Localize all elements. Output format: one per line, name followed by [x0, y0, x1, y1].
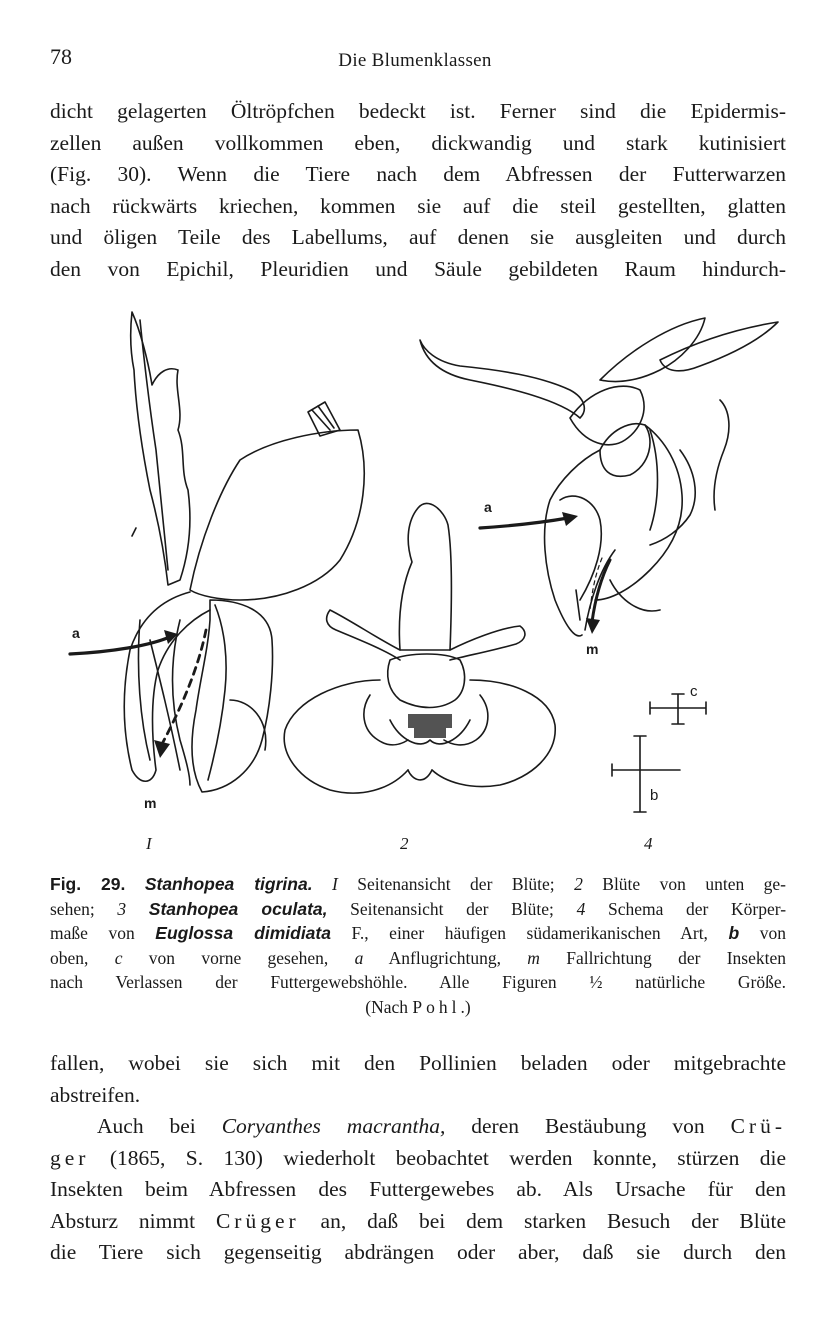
label-m-fig1: m: [144, 795, 157, 811]
label-c: c: [690, 683, 698, 700]
text-line: fallen, wobei sie sich mit den Pollinien beladen oder mitgebrachte: [50, 1051, 786, 1075]
arrow-a-fig1: [70, 636, 172, 654]
paragraph-mid: [50, 1048, 786, 1111]
species-name: Coryanthes macrantha,: [221, 1114, 446, 1138]
caption-text: von vorne gesehen,: [122, 947, 329, 968]
text-run: deren Bestäubung von: [445, 1114, 705, 1138]
text-line: den von Epichil, Pleuridien und Säule gebildeten Raum hindurch-: [50, 256, 786, 281]
caption-text: oben,: [50, 947, 89, 968]
text-run: (1865, S. 130) wiederholt beobachtet werden konnte, stürzen die: [89, 1145, 786, 1170]
caption-letter: b: [728, 923, 740, 943]
caption-line: [50, 995, 786, 1020]
orchid-figure: [40, 300, 800, 860]
text-line: [50, 1206, 786, 1238]
label-a-fig3: a: [484, 499, 492, 515]
caption-text: Blüte von unten ge-: [582, 874, 787, 894]
text-line: [50, 1143, 786, 1175]
caption-panel-num: 4: [576, 898, 586, 919]
caption-line: nach Verlassen der Futtergewebshöhle. Alle Figuren ½ natürliche Größe.: [50, 972, 786, 992]
figure-caption: [50, 872, 786, 1019]
text-run: an, daß bei dem starken Besuch der Blüte: [299, 1208, 787, 1233]
panel-label-2: 2: [400, 834, 409, 853]
caption-panel-num: 2: [574, 874, 583, 894]
caption-letter: m: [527, 947, 540, 968]
paragraph-top: [50, 96, 786, 285]
flower-side-view-1: [124, 312, 364, 792]
caption-text: Seitenansicht der Blüte;: [337, 874, 555, 894]
arrow-a-fig3: [480, 518, 568, 528]
caption-species: Stanhopea tigrina.: [144, 874, 313, 894]
text-line: zellen außen vollkommen eben, dickwandig und stark kutinisiert: [50, 130, 786, 155]
caption-species: Stanhopea oculata,: [148, 898, 328, 919]
caption-text: Seitenansicht der Blüte;: [327, 898, 554, 919]
text-line: [50, 1111, 786, 1143]
panel-label-4: 4: [644, 834, 653, 853]
text-line: die Tiere sich gegenseitig abdrängen oder aber, daß sie durch den: [50, 1240, 786, 1264]
author-name: ger: [50, 1145, 90, 1170]
label-b: b: [650, 787, 659, 804]
caption-text: sehen;: [50, 898, 95, 919]
caption-line: [50, 921, 786, 946]
caption-text: F., einer häufigen südamerikanischen Art,: [330, 923, 708, 943]
text-run: Absturz nimmt: [50, 1208, 196, 1233]
text-line: (Fig. 30). Wenn die Tiere nach dem Abfressen der Futterwarzen: [50, 162, 786, 186]
panel-label-1: I: [146, 834, 152, 853]
caption-line: [50, 872, 786, 897]
caption-text: Fallrichtung der Insekten: [539, 947, 787, 968]
caption-text: Anflugrichtung,: [363, 947, 501, 968]
stippled-region: [408, 714, 452, 738]
caption-line: [50, 946, 786, 971]
author-name: Crü-: [730, 1114, 787, 1138]
caption-species: Euglossa dimidiata: [155, 923, 331, 943]
caption-author: Pohl: [412, 996, 461, 1017]
caption-text: (Nach: [365, 996, 413, 1017]
page-number: 78: [50, 44, 72, 69]
caption-line: [50, 897, 786, 922]
scale-bar-c: [650, 694, 706, 724]
text-line: Insekten beim Abfressen des Futtergewebes ab. Als Ursache für den: [50, 1177, 786, 1201]
label-m-fig3: m: [586, 641, 599, 657]
caption-letter: a: [354, 947, 364, 968]
flower-bottom-view-2: [284, 503, 555, 793]
author-name: Crüger: [215, 1208, 300, 1233]
text-line: nach rückwärts kriechen, kommen sie auf die steil gestellten, glatten: [50, 193, 786, 218]
text-line: und öligen Teile des Labellums, auf denen sie ausgleiten und durch: [50, 225, 786, 249]
text-line: abstreifen.: [50, 1082, 141, 1107]
text-line: dicht gelagerten Öltröpfchen bedeckt ist. Ferner sind die Epidermis-: [50, 99, 786, 123]
caption-letter: c: [114, 947, 123, 968]
text-run: Auch bei: [97, 1114, 196, 1138]
caption-panel-num: I: [332, 874, 338, 894]
orchid-illustration: [40, 300, 800, 860]
running-title: Die Blumenklassen: [338, 50, 492, 71]
caption-panel-num: 3: [117, 898, 127, 919]
caption-text: maße von: [50, 923, 135, 943]
caption-fig-number: Fig. 29.: [50, 874, 126, 894]
paragraph-bottom: [50, 1111, 786, 1269]
label-a-fig1: a: [72, 625, 80, 641]
caption-text: von: [739, 923, 787, 943]
scale-bar-b: [612, 736, 680, 812]
caption-text: .): [460, 996, 471, 1017]
caption-text: Schema der Körper-: [585, 898, 787, 919]
